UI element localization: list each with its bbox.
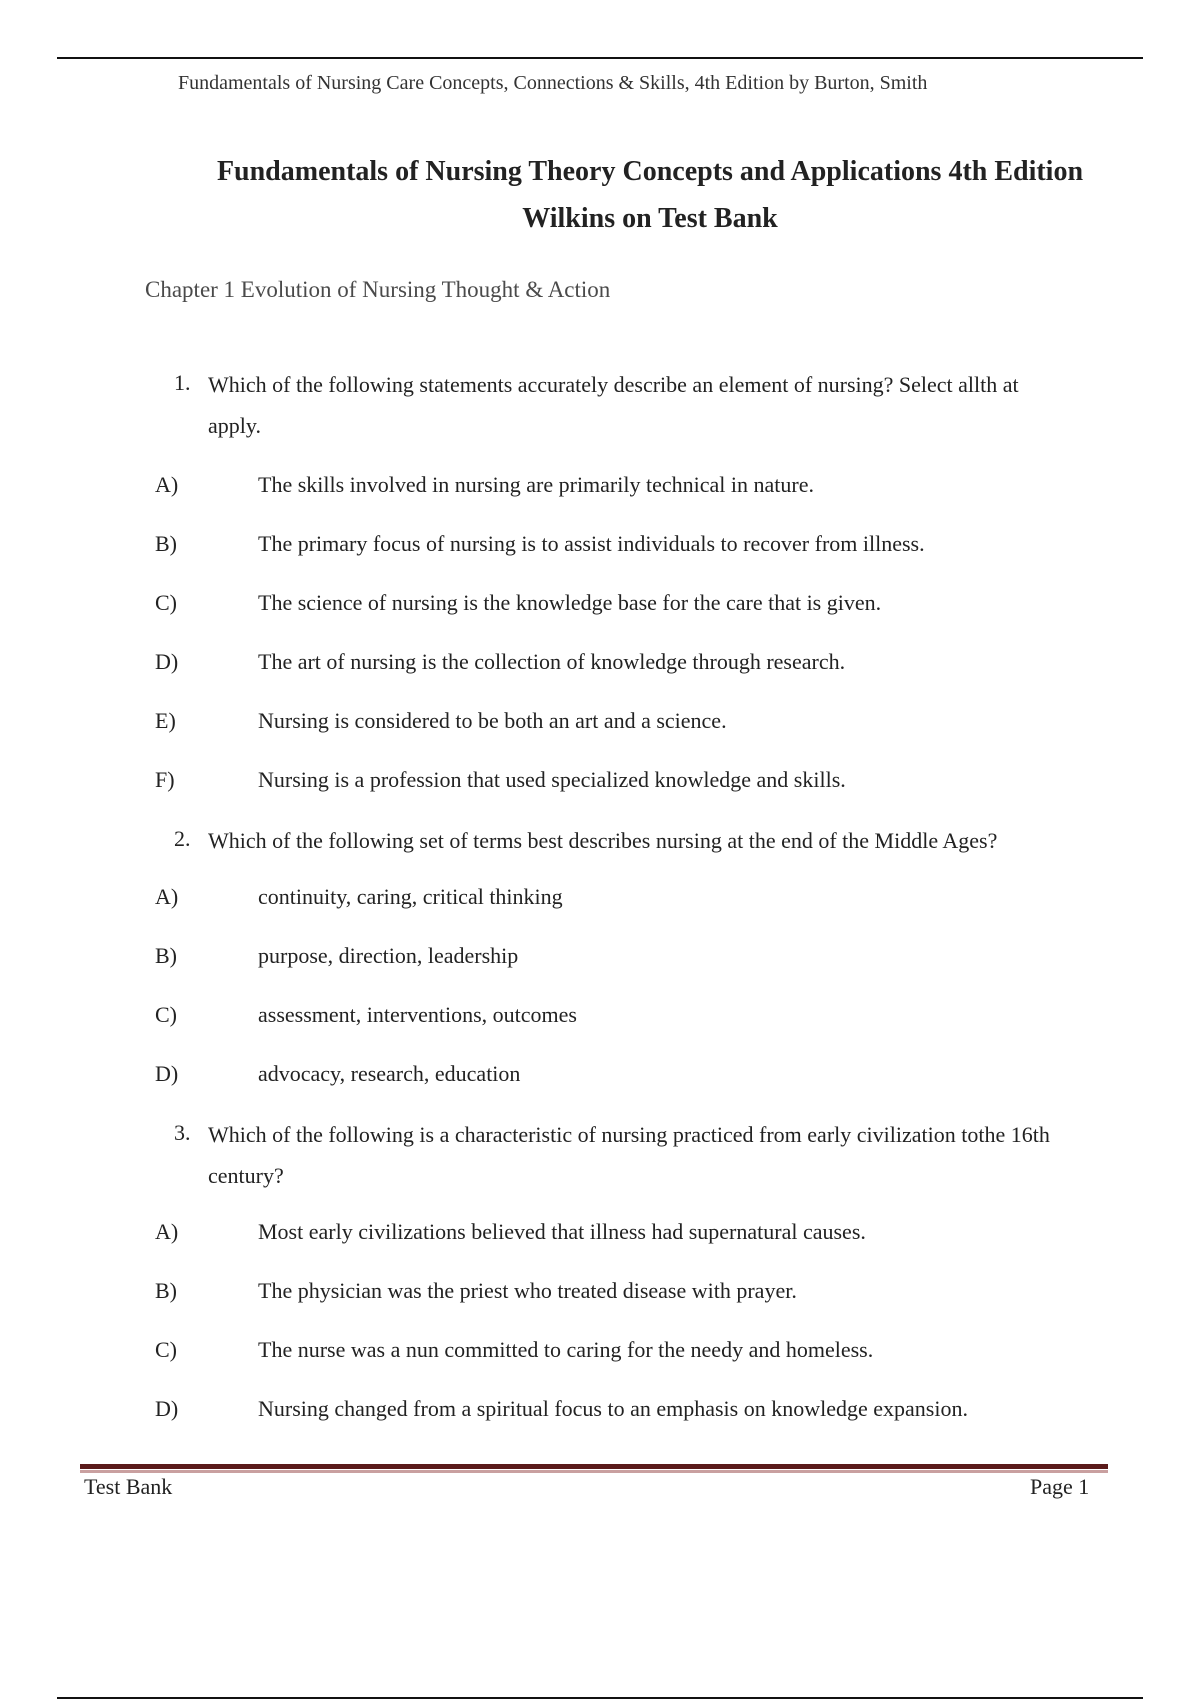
option-text: continuity, caring, critical thinking: [258, 884, 563, 909]
option-text: Nursing changed from a spiritual focus to an emphasis on knowledge expansion.: [258, 1396, 968, 1421]
option-text: The primary focus of nursing is to assist individuals to recover from illness.: [258, 531, 925, 556]
option-letter: D): [155, 1396, 179, 1421]
option-letter: B): [155, 531, 177, 556]
option-letter: C): [155, 590, 177, 615]
option-letter: A): [155, 472, 179, 497]
running-header: Fundamentals of Nursing Care Concepts, Connections & Skills, 4th Edition by Burton, Smith: [178, 72, 928, 94]
option-text: Most early civilizations believed that illness had supernatural causes.: [258, 1219, 866, 1244]
footer-rule-shadow: [80, 1470, 1108, 1473]
option-text: The science of nursing is the knowledge base for the care that is given.: [258, 590, 882, 615]
option-text: Nursing is a profession that used specialized knowledge and skills.: [258, 767, 846, 792]
page-number: Page 1: [1030, 1474, 1090, 1499]
option-letter: B): [155, 943, 177, 968]
option-letter: D): [155, 1061, 179, 1086]
option-letter: E): [155, 708, 176, 733]
option-text: advocacy, research, education: [258, 1061, 521, 1086]
option-letter: A): [155, 1219, 179, 1244]
question-number: 3.: [174, 1120, 191, 1145]
option-letter: A): [155, 884, 179, 909]
footer-rule: [80, 1464, 1108, 1469]
chapter-heading: Chapter 1 Evolution of Nursing Thought & Action: [145, 277, 611, 302]
option-letter: C): [155, 1337, 177, 1362]
footer-label: Test Bank: [84, 1474, 173, 1499]
option-text: Nursing is considered to be both an art and a science.: [258, 708, 727, 733]
option-letter: F): [155, 767, 175, 792]
question-text: Which of the following set of terms best describes nursing at the end of the Middle Ages?: [208, 828, 998, 853]
option-text: assessment, interventions, outcomes: [258, 1002, 577, 1027]
document-title: Fundamentals of Nursing Theory Concepts and Applications 4th Edition Wilkins on Test Bank: [216, 156, 1084, 234]
option-letter: C): [155, 1002, 177, 1027]
option-text: The nurse was a nun committed to caring for the needy and homeless.: [258, 1337, 874, 1362]
bottom-rule: [57, 1697, 1143, 1699]
question-number: 2.: [174, 826, 191, 851]
option-letter: D): [155, 649, 179, 674]
option-letter: B): [155, 1278, 177, 1303]
question-number: 1.: [174, 370, 191, 395]
question-text: Which of the following statements accurately describe an element of nursing? Select allth at apply.: [208, 372, 1019, 438]
top-rule: [57, 57, 1143, 59]
option-text: The physician was the priest who treated disease with prayer.: [258, 1278, 797, 1303]
option-text: purpose, direction, leadership: [258, 943, 519, 968]
option-text: The art of nursing is the collection of knowledge through research.: [258, 649, 846, 674]
option-text: The skills involved in nursing are primarily technical in nature.: [258, 472, 814, 497]
question-text: Which of the following is a characteristic of nursing practiced from early civilization tothe 16th century?: [208, 1122, 1050, 1188]
